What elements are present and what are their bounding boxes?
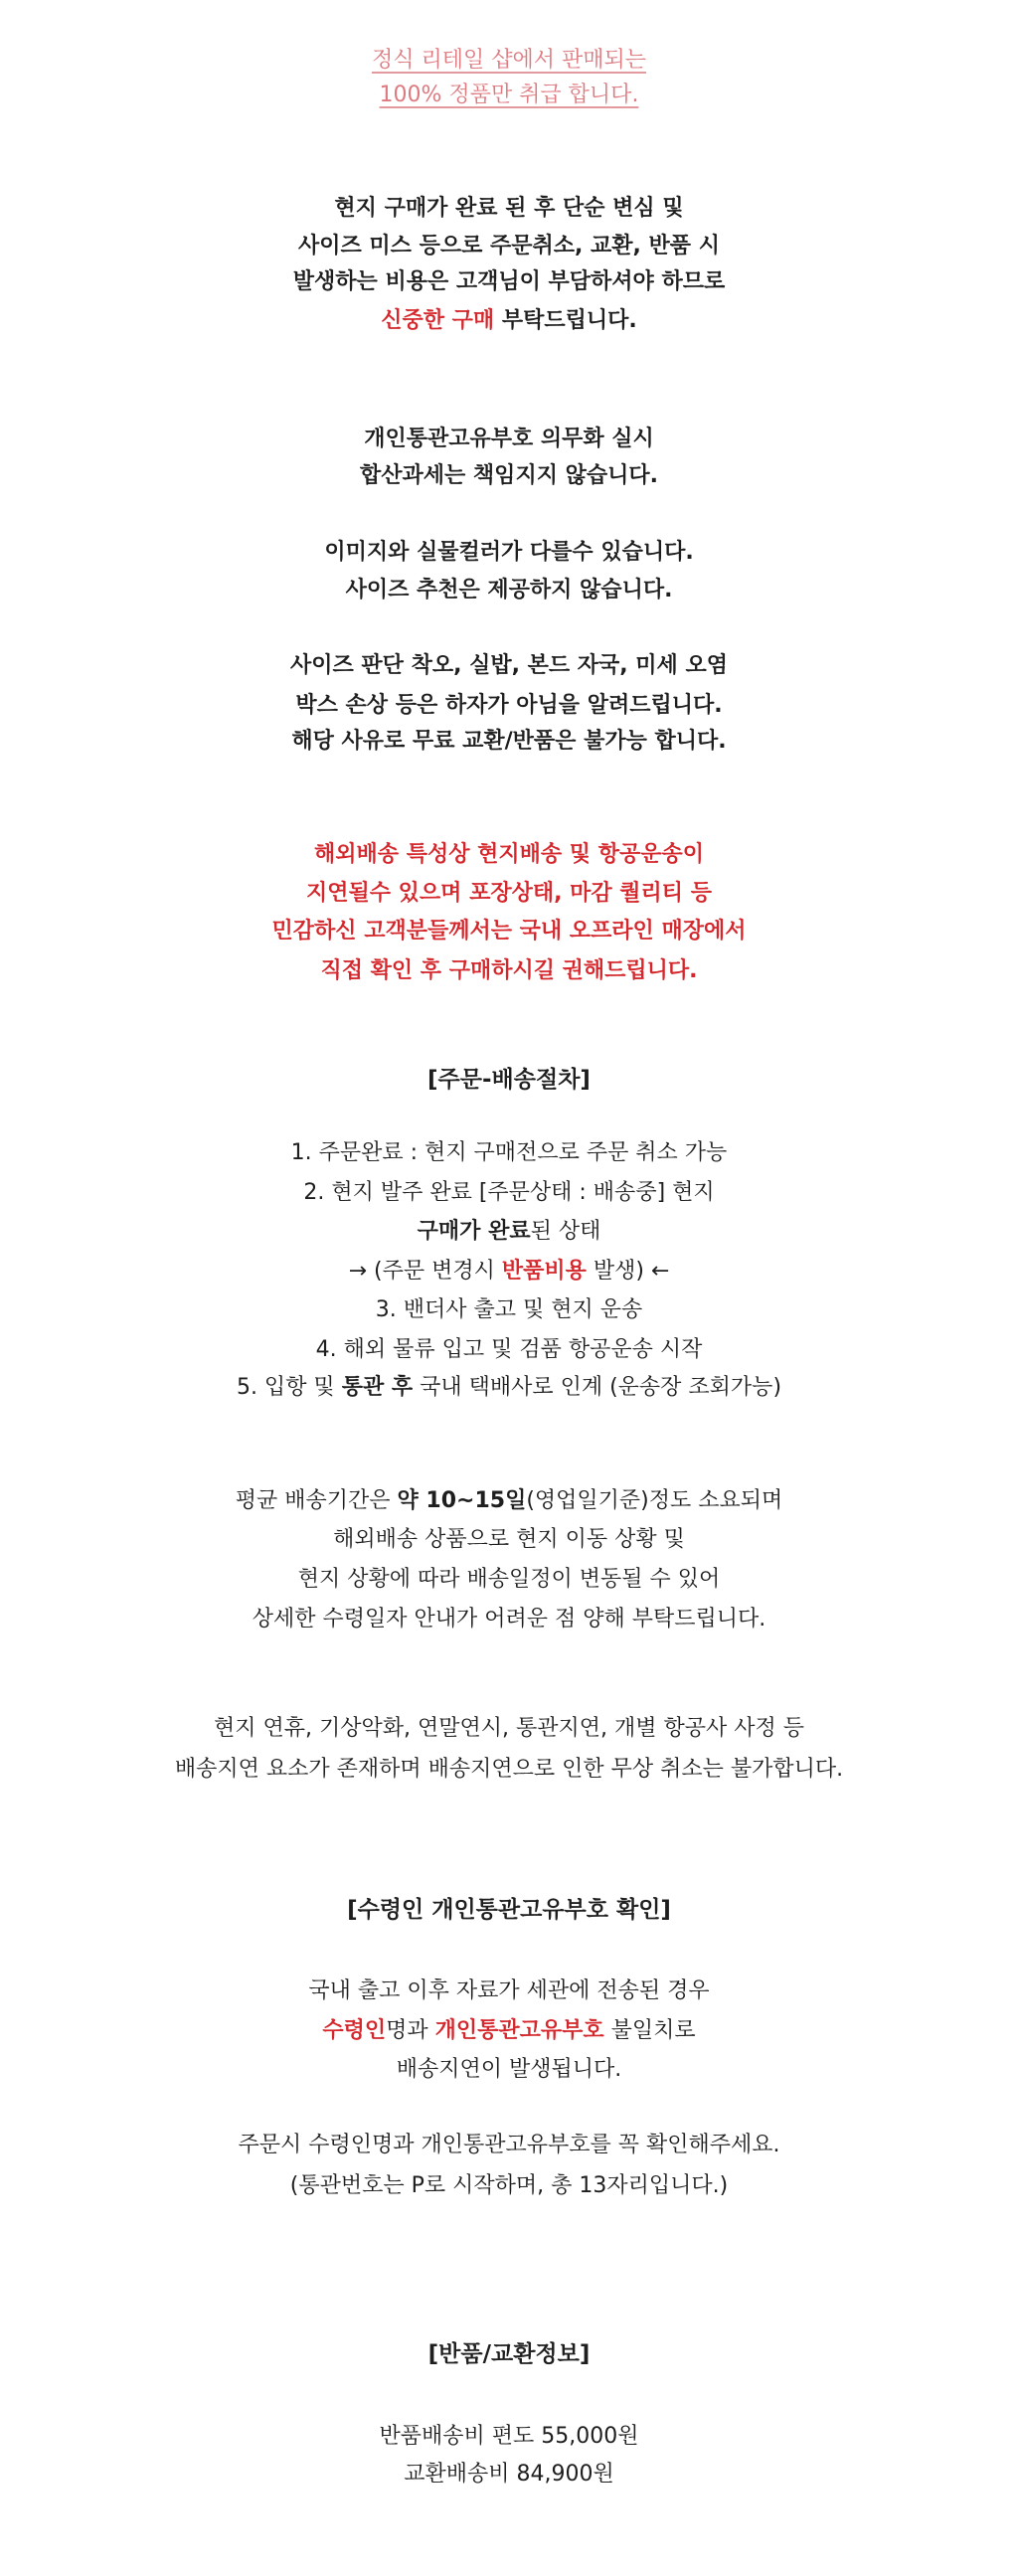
order-step-bold: 통관 후 [341,1375,414,1400]
return-fee: 반품배송비 편도 55,000원 [379,2424,639,2449]
exchange-fee: 교환배송비 84,900원 [404,2462,614,2487]
delivery-period-text: (영업일기준)정도 소요되며 [526,1488,783,1513]
cancel-policy-line: 사이즈 미스 등으로 주문취소, 교환, 반품 시 [298,234,720,258]
order-step-text: 국내 택배사로 인계 (운송장 조회가능) [413,1375,782,1400]
order-step: 1. 주문완료 : 현지 구매전으로 주문 취소 가능 [290,1140,728,1165]
order-step: 2. 현지 발주 완료 [주문상태 : 배송중] 현지 [303,1180,715,1205]
order-step-bold: 구매가 완료 [417,1219,531,1244]
defect-notice-line: 해당 사유로 무료 교환/반품은 불가능 합니다. [291,729,727,754]
recipient-text: 명과 [386,2018,435,2043]
order-step-text: 발생) ← [586,1259,670,1284]
order-process-heading: [주문-배송절차] [427,1067,591,1093]
overseas-warning-line: 해외배송 특성상 현지배송 및 항공운송이 [314,842,704,867]
order-step-text: 된 상태 [530,1219,601,1244]
order-step-text: → (주문 변경시 [348,1259,502,1284]
delivery-days-highlight: 약 10~15일 [397,1488,527,1513]
customs-code-highlight: 개인통관고유부호 [434,2018,604,2043]
recipient-line: 국내 출고 이후 자료가 세관에 전송된 경우 [308,1978,710,2003]
overseas-warning-line: 지연될수 있으며 포장상태, 마감 퀄리티 등 [306,881,712,906]
delivery-period-line: 해외배송 상품으로 현지 이동 상황 및 [333,1527,685,1552]
defect-notice-line: 박스 손상 등은 하자가 아님을 알려드립니다. [295,693,723,718]
delay-notice-line: 현지 연휴, 기상악화, 연말연시, 통관지연, 개별 항공사 사정 등 [214,1716,804,1741]
careful-purchase-highlight: 신중한 구매 [381,308,495,333]
cancel-policy-text: 부탁드립니다. [494,308,637,333]
authentic-notice-line: 정식 리테일 샵에서 판매되는 [371,48,646,73]
order-step-text: 5. 입항 및 [236,1375,342,1400]
cancel-policy-line: 현지 구매가 완료 된 후 단순 변심 및 [334,196,684,221]
return-info-heading: [반품/교환정보] [427,2341,591,2367]
order-step-note [0,1256,1018,1288]
recipient-text: 불일치로 [603,2018,696,2043]
overseas-warning-line: 민감하신 고객분들께서는 국내 오프라인 매장에서 [271,919,747,944]
delay-notice-line: 배송지연 요소가 존재하며 배송지연으로 인한 무상 취소는 불가합니다. [174,1757,844,1782]
order-step: 4. 해외 물류 입고 및 검품 항공운송 시작 [315,1337,703,1362]
recipient-line: 주문시 수령인명과 개인통관고유부호를 꼭 확인해주세요. [238,2133,780,2157]
delivery-period-line [0,1485,1018,1517]
delivery-period-line: 상세한 수령일자 안내가 어려운 점 양해 부탁드립니다. [252,1607,766,1631]
recipient-line [0,2015,1018,2047]
overseas-warning-line: 직접 확인 후 구매하시길 권해드립니다. [320,958,698,983]
color-notice-line: 사이즈 추천은 제공하지 않습니다. [345,578,673,602]
cancel-policy-line: 발생하는 비용은 고객님이 부담하셔야 하므로 [292,269,726,294]
defect-notice-line: 사이즈 판단 착오, 실밥, 본드 자국, 미세 오염 [290,653,728,678]
delivery-period-line: 현지 상황에 따라 배송일정이 변동될 수 있어 [297,1567,721,1592]
customs-notice-line: 개인통관고유부호 의무화 실시 [364,427,654,451]
recipient-line: (통관번호는 P로 시작하며, 총 13자리입니다.) [289,2173,729,2198]
order-step [0,1372,1018,1404]
customs-notice-line: 합산과세는 책임지지 않습니다. [360,463,658,488]
color-notice-line: 이미지와 실물컬러가 다를수 있습니다. [324,540,694,565]
recipient-line: 배송지연이 발생됩니다. [396,2057,622,2082]
recipient-name-highlight: 수령인 [322,2018,387,2043]
authentic-notice-line: 100% 정품만 취급 합니다. [379,83,639,107]
order-step [0,1216,1018,1248]
order-step: 3. 밴더사 출고 및 현지 운송 [375,1297,643,1322]
delivery-period-text: 평균 배송기간은 [235,1488,398,1513]
recipient-heading: [수령인 개인통관고유부호 확인] [347,1897,671,1923]
return-cost-highlight: 반품비용 [501,1259,587,1284]
cancel-policy-line [0,305,1018,337]
